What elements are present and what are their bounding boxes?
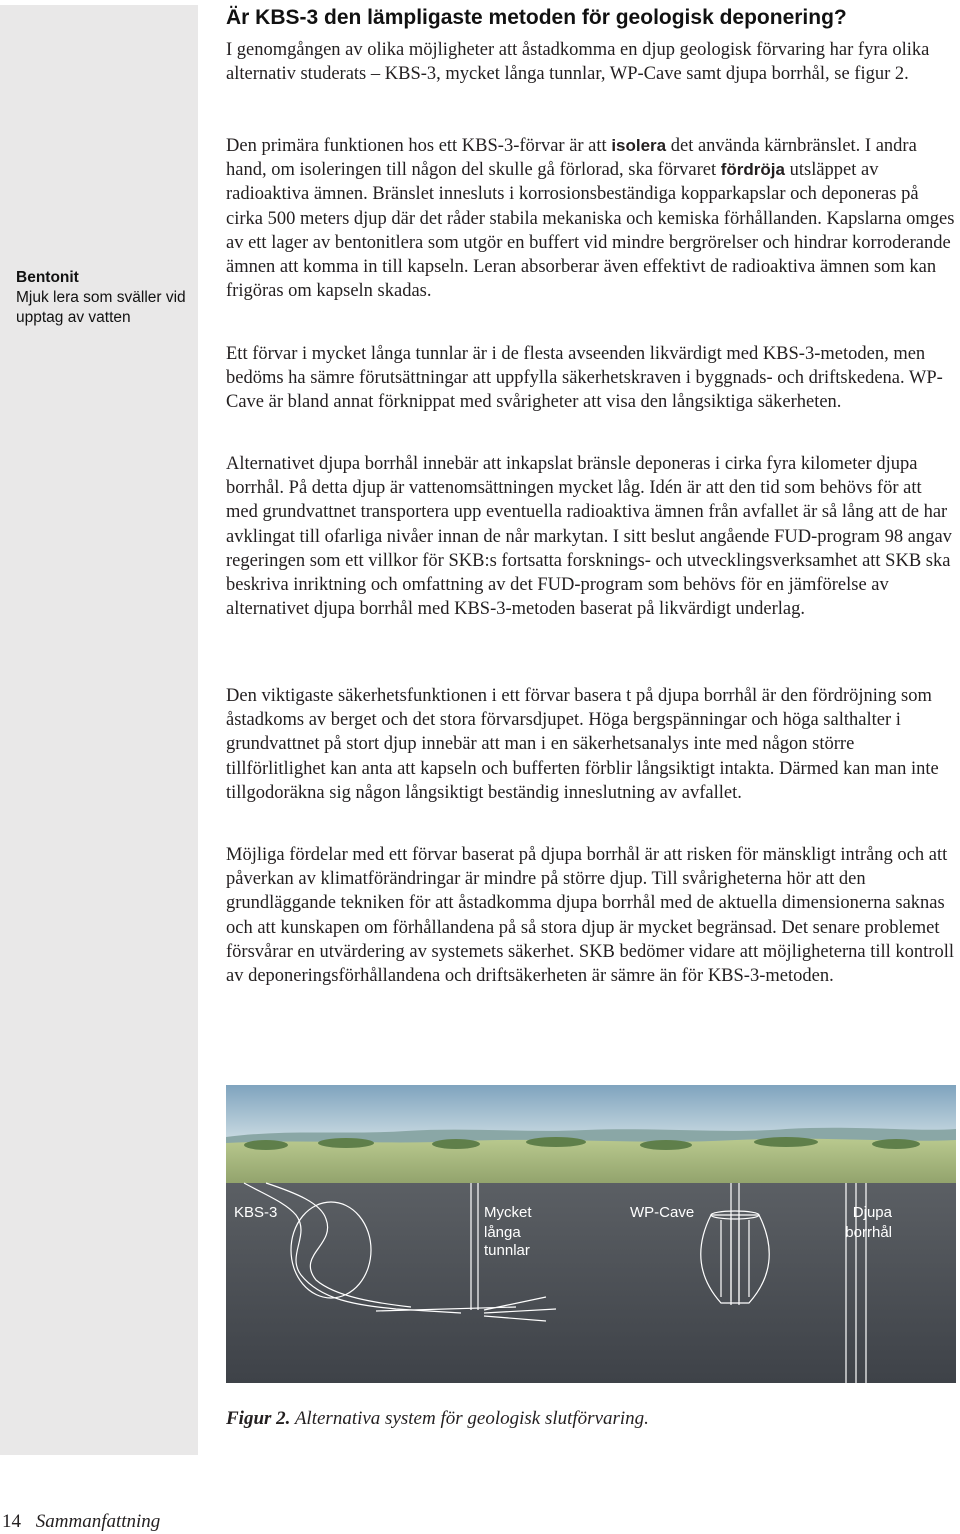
figure-caption-text: Alternativa system för geologisk slutförvaring. bbox=[290, 1408, 649, 1429]
label-long-tunnels-1: Mycket bbox=[484, 1204, 532, 1221]
figure-number: Figur 2. bbox=[226, 1408, 291, 1429]
p1-text-d: utsläppet av radioaktiva ämnen. Bränslet innesluts i korrosionsbeständiga kopparkapslar och deponeras på cirka 500 meters djup där det råder stabila mekaniska och kemiska förhållanden. Kapslarna omges av ett lager av bentonitlera som utgör en buffert vid mindre bergrörelser och hindrar korroderande ämnen att komma in till kapseln. Leran absorberar även effektivt de radioaktiva ämnen som kan frigöras om kapseln skadas. bbox=[226, 160, 955, 302]
paragraph-long-tunnels: Ett förvar i mycket långa tunnlar är i de flesta avseenden likvärdigt med KBS-3-metoden, men bedöms ha sämre förutsättningar att uppfylla säkerhetskraven i byggnads- och driftskedena. WP-Cave är bland annat förknippat med svårigheter att visa den långsiktiga säkerheten. bbox=[226, 344, 943, 413]
label-long-tunnels-2: långa bbox=[484, 1224, 521, 1241]
p1-text-a: Den primära funktionen hos ett KBS-3-förvar är att bbox=[226, 136, 612, 156]
intro-paragraph: I genomgången av olika möjligheter att åstadkomma en djup geologisk förvaring har fyra olika alternativ studerats – KBS-3, mycket långa tunnlar, WP-Cave samt djupa borrhål, se figur 2. bbox=[226, 40, 930, 85]
glossary-definition: Mjuk lera som sväller vid upptag av vatten bbox=[16, 289, 186, 326]
glossary-note bbox=[16, 268, 194, 328]
paragraph-deep-boreholes: Alternativet djupa borrhål innebär att inkapslat bränsle deponeras i cirka fyra kilometer djupa borrhål. På detta djup är vattenomsättningen mycket låg. Idén är att den tid som behövs för att med grundvattnet transportera upp eventuella radioaktiva ämnen från avfallet är så lång att de har avklingat till ofarliga nivåer innan de når markytan. I sitt beslut angående FUD-program 98 angav regeringen som ett villkor för SKB:s fortsatta forsknings- och utvecklingsverksamhet att SKB ska beskriva inriktning och omfattning av det FUD-program som behövs för en jämförelse av alternativet djupa borrhål med KBS-3-metoden baserat på likvärdigt underlag. bbox=[226, 454, 952, 620]
paragraph-kbs3-function bbox=[226, 134, 956, 303]
p1-bold-fordroja: fördröja bbox=[720, 160, 785, 180]
glossary-term: Bentonit bbox=[16, 269, 79, 286]
label-wp-cave: WP-Cave bbox=[630, 1204, 695, 1221]
label-long-tunnels-3: tunnlar bbox=[484, 1242, 530, 1259]
geological-disposal-diagram bbox=[226, 1085, 956, 1383]
p1-text-c: det använda kärnbränslet. I andra hand, om isoleringen till någon del skulle gå förlorad, ska förvaret bbox=[226, 136, 917, 181]
label-kbs3: KBS-3 bbox=[234, 1204, 278, 1221]
figure-2-illustration bbox=[226, 1085, 956, 1383]
section-heading: Är KBS-3 den lämpligaste metoden för geologisk deponering? bbox=[226, 6, 847, 29]
paragraph-advantages: Möjliga fördelar med ett förvar baserat på djupa borrhål är att risken för mänskligt intrång och att påverkan av klimatförändringar är mindre på större djup. Till svårigheterna hör att den grundläggande tekniken för att åstadkomma djupa borrhål med de aktuella dimensionerna saknas och att kunskapen om förhållandena på så stora djup är mycket begränsad. Det senare problemet försvårar en utvärdering av systemets säkerhet. SKB bedömer vidare att möjligheterna till kontroll av deponeringsförhållandena och driftsäkerheten är sämre än för KBS-3-metoden. bbox=[226, 845, 954, 987]
page-number: 14 bbox=[2, 1511, 21, 1532]
paragraph-safety-function: Den viktigaste säkerhetsfunktionen i ett förvar basera t på djupa borrhål är den fördröjning som åstadkoms av berget och det stora förvarsdjupet. Höga bergspänningar och höga salthalter i grundvattnet på stort djup innebär att man i en säkerhetsanalys inte med någon större tillförlitlighet kan anta att kapseln och bufferten förblir långsiktigt intakta. Därmed kan man inte tillgodoräkna sig någon långsiktigt beständig inneslutning av avfallet. bbox=[226, 686, 939, 803]
section-name: Sammanfattning bbox=[35, 1511, 161, 1532]
sidebar-panel bbox=[0, 5, 198, 1455]
figure-caption bbox=[226, 1408, 649, 1430]
label-deep-boreholes-1: Djupa bbox=[852, 1204, 892, 1221]
page-footer bbox=[2, 1510, 160, 1534]
p1-bold-isolera: isolera bbox=[611, 136, 667, 155]
label-deep-boreholes-2: borrhål bbox=[845, 1224, 892, 1241]
